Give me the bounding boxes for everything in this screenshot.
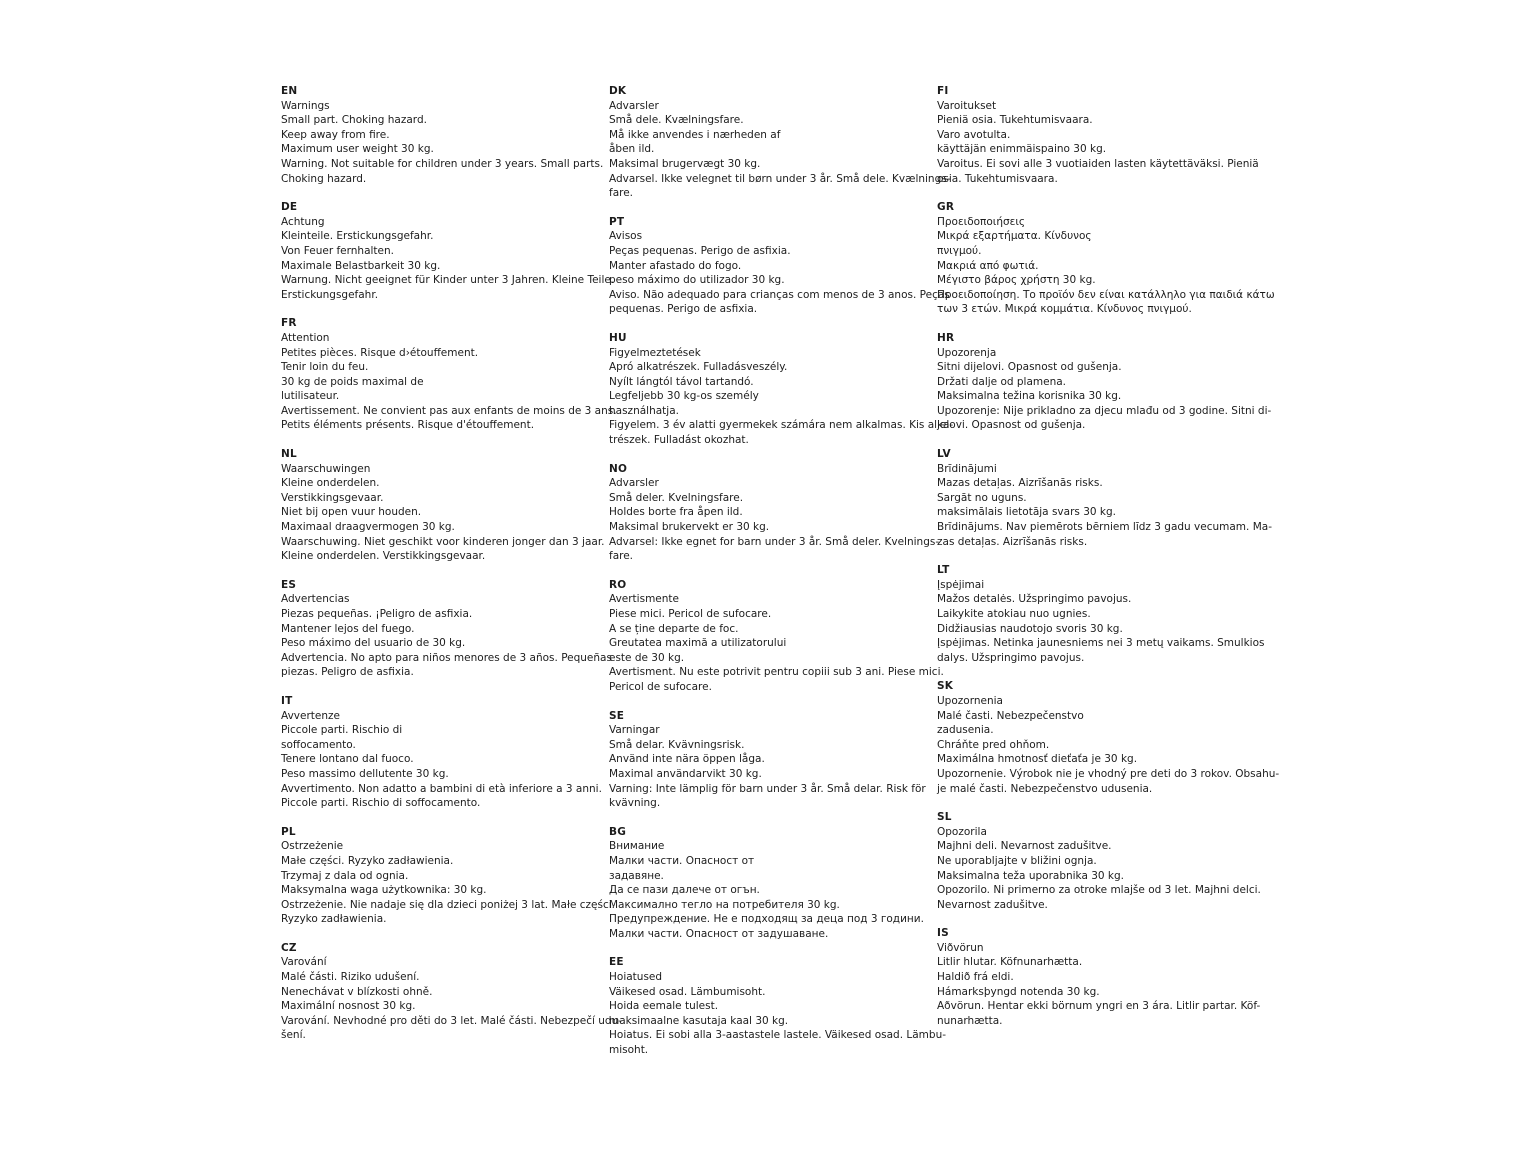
warning-line: jelovi. Opasnost od gušenja. bbox=[937, 419, 1086, 432]
warning-line: Držati dalje od plamena. bbox=[937, 375, 1067, 388]
warning-line: Προειδοποίηση. Το προϊόν δεν είναι κατάλληλο για παιδιά κάτω bbox=[937, 288, 1275, 301]
warning-line: fare. bbox=[609, 550, 634, 563]
warning-line: задавяне. bbox=[609, 869, 664, 882]
warning-line: dalys. Užspringimo pavojus. bbox=[937, 651, 1085, 664]
warning-section-lv bbox=[937, 447, 1272, 549]
warning-line: Malé časti. Nebezpečenstvo bbox=[937, 709, 1084, 722]
warning-line: Greutatea maximă a utilizatorului bbox=[609, 637, 787, 650]
warning-section-ee bbox=[609, 955, 947, 1057]
language-code: GR bbox=[937, 201, 955, 214]
warning-line: Maksimalna težina korisnika 30 kg. bbox=[937, 390, 1122, 403]
warning-line: Maximálna hmotnosť dieťaťa je 30 kg. bbox=[937, 753, 1138, 766]
warning-line: Maksymalna waga użytkownika: 30 kg. bbox=[281, 884, 487, 897]
language-code: FI bbox=[937, 85, 949, 97]
warning-line: Hoiatus. Ei sobi alla 3-aastastele lastele. Väikesed osad. Lämbu- bbox=[609, 1029, 947, 1042]
section-heading: Ostrzeżenie bbox=[281, 840, 344, 853]
language-code: NO bbox=[609, 462, 628, 475]
warning-line: Maximum user weight 30 kg. bbox=[281, 143, 434, 156]
warning-line: osia. Tukehtumisvaara. bbox=[937, 172, 1058, 185]
warning-line: Haldið frá eldi. bbox=[937, 971, 1014, 984]
warning-line: Holdes borte fra åpen ild. bbox=[609, 506, 743, 519]
section-heading: Advertencias bbox=[281, 593, 350, 606]
warning-line: Von Feuer fernhalten. bbox=[281, 244, 394, 257]
section-heading: Avvertenze bbox=[281, 709, 340, 722]
warning-line: peso máximo do utilizador 30 kg. bbox=[609, 274, 785, 287]
warning-line: Varo avotulta. bbox=[937, 128, 1011, 141]
warning-section-bg bbox=[609, 825, 927, 942]
warning-line: nunarhætta. bbox=[937, 1014, 1003, 1027]
warning-line: Peças pequenas. Perigo de asfixia. bbox=[609, 244, 791, 257]
warning-line: Advarsel: Ikke egnet for barn under 3 år. Små deler. Kvelnings- bbox=[609, 535, 940, 548]
warning-section-gr bbox=[937, 200, 1275, 317]
warning-section-nl bbox=[281, 447, 605, 564]
warning-line: Petites pièces. Risque d›étouffement. bbox=[281, 346, 479, 359]
warning-line: Apró alkatrészek. Fulladásveszély. bbox=[609, 361, 788, 374]
warning-line: Maksimal brugervægt 30 kg. bbox=[609, 157, 761, 170]
warning-line: των 3 ετών. Μικρά κομμάτια. Κίνδυνος πνιγμού. bbox=[937, 303, 1192, 316]
warning-line: šení. bbox=[281, 1029, 306, 1042]
language-code: SK bbox=[937, 680, 954, 693]
warning-line: Upozornenie. Výrobok nie je vhodný pre deti do 3 rokov. Obsahu- bbox=[937, 767, 1280, 780]
warning-line: käyttäjän enimmäispaino 30 kg. bbox=[937, 143, 1107, 156]
warning-line: Piese mici. Pericol de sufocare. bbox=[609, 608, 772, 620]
warning-line: Maximální nosnost 30 kg. bbox=[281, 1000, 416, 1013]
language-code: EN bbox=[281, 85, 298, 97]
section-heading: Attention bbox=[281, 331, 330, 344]
section-heading: Varoitukset bbox=[937, 99, 997, 112]
section-heading: Προειδοποιήσεις bbox=[937, 215, 1026, 228]
warning-line: Mantener lejos del fuego. bbox=[281, 622, 415, 635]
warning-line: Brīdinājums. Nav piemērots bērniem līdz 3 gadu vecumam. Ma- bbox=[937, 521, 1272, 534]
warning-line: Ne uporabljajte v bližini ognja. bbox=[937, 854, 1097, 867]
warning-line: Didžiausias naudotojo svoris 30 kg. bbox=[937, 622, 1123, 635]
warning-line: Legfeljebb 30 kg-os személy bbox=[609, 390, 759, 403]
warning-line: Trzymaj z dala od ognia. bbox=[281, 869, 409, 882]
warning-line: Maksimal brukervekt er 30 kg. bbox=[609, 521, 770, 534]
warning-line: Erstickungsgefahr. bbox=[281, 288, 379, 301]
warning-line: Nevarnost zadušitve. bbox=[937, 898, 1048, 911]
language-code: IS bbox=[937, 927, 949, 940]
warning-line: Maximale Belastbarkeit 30 kg. bbox=[281, 259, 441, 272]
section-heading: Avisos bbox=[609, 230, 643, 243]
section-heading: Hoiatused bbox=[609, 971, 663, 984]
warning-line: Waarschuwing. Niet geschikt voor kinderen jonger dan 3 jaar. bbox=[281, 535, 605, 548]
warning-line: maksimālais lietotāja svars 30 kg. bbox=[937, 506, 1116, 519]
warning-line: Ostrzeżenie. Nie nadaje się dla dzieci poniżej 3 lat. Małe części. bbox=[281, 898, 615, 911]
warning-section-lt bbox=[937, 563, 1265, 665]
warning-line: Choking hazard. bbox=[281, 172, 367, 185]
language-code: IT bbox=[281, 694, 293, 707]
warning-line: Aviso. Não adequado para crianças com menos de 3 anos. Peças bbox=[609, 288, 950, 301]
warning-section-is bbox=[937, 926, 1261, 1028]
warning-line: fare. bbox=[609, 187, 634, 200]
section-heading: Waarschuwingen bbox=[281, 462, 371, 475]
warning-line: Maksimalna teža uporabnika 30 kg. bbox=[937, 869, 1125, 882]
warning-line: Aðvörun. Hentar ekki börnum yngri en 3 ára. Litlir partar. Köf- bbox=[937, 1000, 1261, 1013]
warning-line: Litlir hlutar. Köfnunarhætta. bbox=[937, 956, 1083, 969]
section-heading: Varování bbox=[281, 956, 327, 969]
section-heading: Advarsler bbox=[609, 99, 659, 112]
column-3 bbox=[937, 84, 1280, 1042]
warning-line: Малки части. Опасност от bbox=[609, 854, 755, 867]
warning-line: Opozorilo. Ni primerno za otroke mlajše od 3 let. Majhni delci. bbox=[937, 884, 1261, 897]
warning-section-es bbox=[281, 578, 612, 680]
warning-line: Small part. Choking hazard. bbox=[281, 114, 427, 127]
warning-line: Małe części. Ryzyko zadławienia. bbox=[281, 854, 454, 867]
warning-line: je malé časti. Nebezpečenstvo udusenia. bbox=[937, 782, 1153, 795]
language-code: LT bbox=[937, 564, 950, 577]
warning-line: Hámarksþyngd notenda 30 kg. bbox=[937, 985, 1100, 998]
warning-line: Максимално тегло на потребителя 30 kg. bbox=[609, 898, 840, 911]
language-code: EE bbox=[609, 956, 624, 969]
warning-line: pequenas. Perigo de asfixia. bbox=[609, 303, 758, 316]
warning-line: Avertissement. Ne convient pas aux enfants de moins de 3 ans. bbox=[281, 404, 617, 417]
warning-line: Warnung. Nicht geeignet für Kinder unter 3 Jahren. Kleine Teile. bbox=[281, 274, 615, 287]
warnings-page bbox=[281, 84, 1281, 1084]
section-heading: Advarsler bbox=[609, 477, 659, 490]
warning-line: Pericol de sufocare. bbox=[609, 680, 712, 693]
warning-line: misoht. bbox=[609, 1044, 649, 1057]
warning-line: Малки части. Опасност от задушаване. bbox=[609, 927, 829, 940]
language-code: PT bbox=[609, 215, 625, 228]
section-heading: Figyelmeztetések bbox=[609, 346, 701, 359]
warning-line: Piezas pequeñas. ¡Peligro de asfixia. bbox=[281, 608, 473, 620]
warning-line: Väikesed osad. Lämbumisoht. bbox=[609, 985, 766, 998]
language-code: SE bbox=[609, 709, 625, 722]
warning-line: Предупреждение. Не е подходящ за деца под 3 години. bbox=[609, 913, 924, 926]
warning-line: soffocamento. bbox=[281, 738, 356, 751]
warning-line: Mažos detalės. Užspringimo pavojus. bbox=[937, 593, 1132, 606]
warning-line: A se ține departe de foc. bbox=[609, 622, 739, 635]
warning-section-pl bbox=[281, 825, 615, 927]
warning-line: Piccole parti. Rischio di bbox=[281, 724, 403, 737]
warning-section-sl bbox=[937, 810, 1261, 912]
warning-line: maksimaalne kasutaja kaal 30 kg. bbox=[609, 1014, 789, 1027]
warning-line: kvävning. bbox=[609, 797, 661, 810]
warning-line: Avertisment. Nu este potrivit pentru copiii sub 3 ani. Piese mici. bbox=[609, 666, 944, 679]
section-heading: Opozorila bbox=[937, 825, 987, 838]
warning-line: Varning: Inte lämplig för barn under 3 år. Små delar. Risk för bbox=[609, 782, 926, 795]
warning-line: használhatja. bbox=[609, 404, 679, 417]
warning-line: zas detaļas. Aizrīšanās risks. bbox=[937, 535, 1088, 548]
warning-line: Varování. Nevhodné pro děti do 3 let. Malé části. Nebezpečí udu- bbox=[281, 1014, 623, 1027]
warning-section-se bbox=[609, 709, 927, 811]
warning-section-sk bbox=[937, 679, 1280, 796]
warning-line: 30 kg de poids maximal de bbox=[281, 375, 424, 388]
warning-line: Chráňte pred ohňom. bbox=[937, 738, 1050, 751]
warning-line: Malé části. Riziko udušení. bbox=[281, 971, 420, 984]
warning-section-fr bbox=[281, 316, 617, 433]
warning-line: Upozorenje: Nije prikladno za djecu mlađu od 3 godine. Sitni di- bbox=[937, 404, 1272, 417]
language-code: DK bbox=[609, 85, 627, 97]
warning-line: Μακριά από φωτιά. bbox=[937, 259, 1039, 272]
warning-line: Tenir loin du feu. bbox=[281, 361, 369, 374]
warning-line: Sitni dijelovi. Opasnost od gušenja. bbox=[937, 361, 1122, 374]
warning-line: Avvertimento. Non adatto a bambini di età inferiore a 3 anni. bbox=[281, 782, 602, 795]
warning-line: Advarsel. Ikke velegnet til børn under 3 år. Små dele. Kvælnings- bbox=[609, 172, 951, 185]
language-code: DE bbox=[281, 201, 298, 214]
language-code: FR bbox=[281, 317, 297, 330]
warning-line: Kleine onderdelen. bbox=[281, 477, 380, 490]
warning-line: πνιγμού. bbox=[937, 244, 982, 257]
warning-line: Må ikke anvendes i nærheden af bbox=[609, 128, 781, 141]
warning-line: Peso máximo del usuario de 30 kg. bbox=[281, 637, 466, 650]
warning-line: Warning. Not suitable for children under 3 years. Small parts. bbox=[281, 157, 604, 170]
warning-line: Kleine onderdelen. Verstikkingsgevaar. bbox=[281, 550, 486, 563]
warning-section-no bbox=[609, 462, 940, 564]
warning-line: Maximal användarvikt 30 kg. bbox=[609, 767, 762, 780]
warning-line: Pieniä osia. Tukehtumisvaara. bbox=[937, 114, 1093, 127]
warning-line: Små delar. Kvävningsrisk. bbox=[609, 738, 745, 751]
warning-section-de bbox=[281, 200, 615, 302]
warning-line: Kleinteile. Erstickungsgefahr. bbox=[281, 230, 434, 243]
warning-line: Små dele. Kvælningsfare. bbox=[609, 114, 744, 127]
language-code: CZ bbox=[281, 941, 297, 954]
section-heading: Viðvörun bbox=[937, 941, 984, 954]
warning-line: Да се пази далече от огън. bbox=[609, 884, 760, 897]
language-code: RO bbox=[609, 578, 627, 591]
warning-line: Verstikkingsgevaar. bbox=[281, 491, 384, 504]
warning-line: Piccole parti. Rischio di soffocamento. bbox=[281, 797, 481, 810]
warning-line: Μικρά εξαρτήματα. Κίνδυνος bbox=[937, 230, 1092, 243]
section-heading: Warnings bbox=[281, 99, 330, 112]
warning-line: Sargāt no uguns. bbox=[937, 491, 1027, 504]
warning-section-it bbox=[281, 694, 602, 811]
warning-line: Varoitus. Ei sovi alle 3 vuotiaiden lasten käytettäväksi. Pieniä bbox=[937, 157, 1259, 170]
section-heading: Achtung bbox=[281, 215, 325, 228]
warning-line: Nyílt lángtól távol tartandó. bbox=[609, 375, 754, 388]
warning-line: Μέγιστο βάρος χρήστη 30 kg. bbox=[937, 274, 1096, 287]
warning-line: Niet bij open vuur houden. bbox=[281, 506, 422, 519]
warning-line: åben ild. bbox=[609, 143, 655, 156]
warning-line: Maximaal draagvermogen 30 kg. bbox=[281, 521, 455, 534]
language-code: SL bbox=[937, 811, 952, 824]
warning-section-hr bbox=[937, 331, 1272, 433]
language-code: PL bbox=[281, 825, 296, 838]
warning-section-pt bbox=[609, 215, 950, 317]
language-code: NL bbox=[281, 448, 297, 461]
warning-line: lutilisateur. bbox=[281, 390, 340, 403]
language-code: HU bbox=[609, 331, 627, 344]
warning-line: Keep away from fire. bbox=[281, 128, 390, 141]
language-code: HR bbox=[937, 331, 955, 344]
warning-line: Hoida eemale tulest. bbox=[609, 1000, 719, 1013]
warning-line: Använd inte nära öppen låga. bbox=[609, 753, 765, 766]
warning-line: Manter afastado do fogo. bbox=[609, 259, 742, 272]
warning-section-en bbox=[281, 84, 604, 186]
warning-line: Mazas detaļas. Aizrīšanās risks. bbox=[937, 477, 1103, 490]
warning-line: Ryzyko zadławienia. bbox=[281, 913, 387, 926]
section-heading: Внимание bbox=[609, 840, 665, 853]
section-heading: Brīdinājumi bbox=[937, 462, 997, 475]
warning-line: Advertencia. No apto para niños menores de 3 años. Pequeñas bbox=[281, 651, 612, 664]
warning-line: Peso massimo dellutente 30 kg. bbox=[281, 767, 449, 780]
warning-line: Įspėjimas. Netinka jaunesniems nei 3 metų vaikams. Smulkios bbox=[937, 637, 1265, 650]
warning-line: zadusenia. bbox=[937, 724, 994, 737]
warning-line: Majhni deli. Nevarnost zadušitve. bbox=[937, 840, 1112, 853]
language-code: ES bbox=[281, 578, 297, 591]
section-heading: Upozornenia bbox=[937, 694, 1003, 707]
language-code: BG bbox=[609, 825, 627, 838]
warning-section-ro bbox=[609, 578, 944, 695]
warning-section-fi bbox=[937, 84, 1259, 186]
warning-line: Petits éléments présents. Risque d'étouffement. bbox=[281, 419, 535, 432]
warning-line: Laikykite atokiau nuo ugnies. bbox=[937, 608, 1091, 620]
warning-line: Nenechávat v blízkosti ohně. bbox=[281, 985, 433, 998]
warning-line: Figyelem. 3 év alatti gyermekek számára nem alkalmas. Kis alka- bbox=[609, 419, 954, 432]
warning-line: trészek. Fulladást okozhat. bbox=[609, 434, 749, 447]
section-heading: Avertismente bbox=[609, 593, 679, 606]
section-heading: Varningar bbox=[609, 724, 660, 737]
warning-line: Små deler. Kvelningsfare. bbox=[609, 491, 744, 504]
section-heading: Įspėjimai bbox=[937, 578, 985, 591]
warning-line: Tenere lontano dal fuoco. bbox=[281, 753, 414, 766]
warning-line: piezas. Peligro de asfixia. bbox=[281, 666, 414, 679]
section-heading: Upozorenja bbox=[937, 346, 997, 359]
warning-line: este de 30 kg. bbox=[609, 651, 685, 664]
language-code: LV bbox=[937, 448, 951, 461]
